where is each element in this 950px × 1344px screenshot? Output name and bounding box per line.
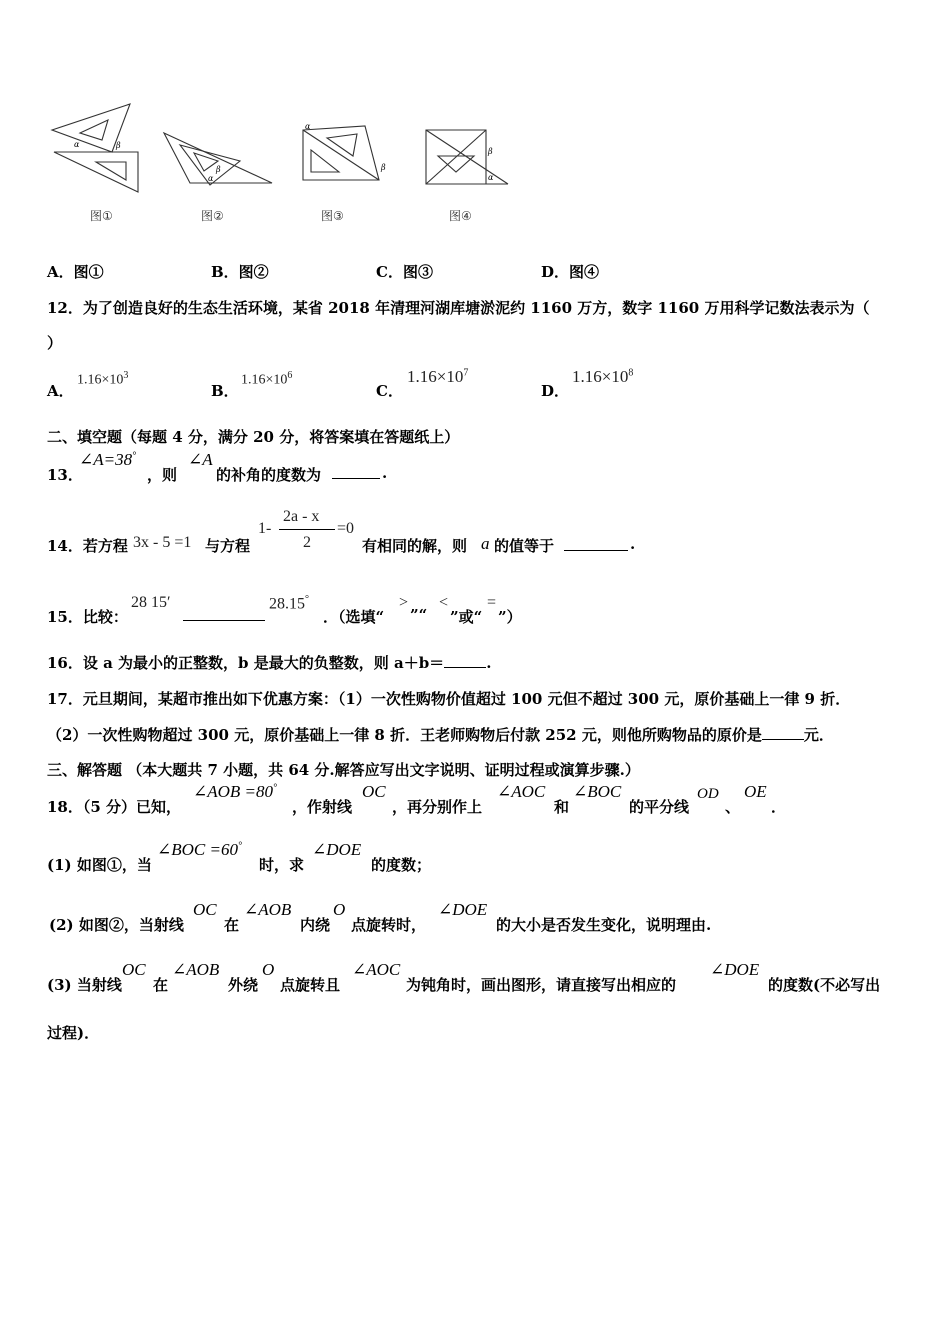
q18-angle-aob: ∠AOB =80° — [193, 782, 278, 801]
q11-option-a[interactable]: A．图① — [47, 263, 104, 281]
fig4-alpha: α — [488, 173, 494, 182]
fig1-beta: β — [116, 141, 121, 150]
q11-option-b[interactable]: B．图② — [211, 263, 269, 281]
q14-variable: a — [481, 534, 490, 553]
q15-prefix: 15．比较： — [47, 608, 128, 626]
q15-sep-1: ”“ — [410, 606, 428, 624]
q14-tail-2: 的值等于 — [494, 537, 555, 555]
q14-answer-blank[interactable] — [564, 536, 628, 551]
q18-p1-a: (1) 如图①，当 — [47, 856, 152, 874]
q13-tail: 的补角的度数为 — [216, 466, 322, 484]
q12-option-b-letter[interactable]: B． — [211, 382, 239, 400]
q17-line-2: （2）一次性购物超过 300 元，原价基础上一律 8 折．王老师购物后付款 252 元，则他所购物品的原价是 — [47, 726, 762, 744]
q14-fraction-bar — [279, 529, 335, 530]
fig3-alpha: α — [305, 122, 311, 131]
q16-end: . — [486, 654, 492, 672]
section-2-title: 二、填空题（每题 4 分，满分 20 分，将答案填在答题纸上） — [47, 428, 460, 446]
q18-p3-g: 过程)． — [47, 1024, 100, 1042]
q13-mid: ，则 — [147, 466, 178, 484]
q14-tail-1: 有相同的解，则 — [362, 537, 468, 555]
q15-left-value: 28 15′ — [131, 594, 171, 611]
q15-op-less: < — [439, 594, 449, 611]
q17-line-2-wrap — [47, 724, 834, 745]
fig3-beta: β — [381, 163, 386, 172]
q18-p1-angle-doe: ∠DOE — [312, 840, 362, 859]
q15-sep-2: ”或“ — [450, 608, 483, 626]
q13-number: 13． — [47, 466, 83, 484]
q13-end: . — [382, 464, 388, 482]
q12-option-a-letter[interactable]: A． — [47, 382, 74, 400]
q18-p3-d: 点旋转且 — [280, 976, 341, 994]
q13-answer-blank[interactable] — [332, 464, 380, 479]
q16-answer-blank[interactable] — [444, 653, 486, 668]
q18-p2-e: 的大小是否发生变化，说明理由. — [496, 916, 712, 934]
q15-tail: ．（选填“ — [323, 608, 385, 626]
fig4-beta: β — [488, 147, 493, 156]
q18-p2-d: 点旋转时， — [351, 916, 427, 934]
q11-option-d[interactable]: D．图④ — [541, 263, 600, 281]
q17-line-1: 17．元旦期间，某超市推出如下优惠方案：（1）一次性购物价值超过 100 元但不超过 300 元，原价基础上一律 9 折． — [47, 690, 851, 708]
fig1-triangle-top-inner — [80, 120, 108, 140]
q18-text-3: 的平分线 — [629, 798, 690, 816]
q14-rhs: =0 — [337, 520, 355, 537]
figure-1-diagram — [46, 100, 146, 195]
q18-ray-od: OD — [697, 786, 719, 802]
q15-close: ”） — [498, 608, 522, 626]
q14-end: . — [630, 535, 636, 553]
q18-p3-e: 为钝角时，画出图形，请直接写出相应的 — [406, 976, 677, 994]
question-16 — [47, 652, 491, 673]
q18-ray-oe: OE — [744, 782, 767, 801]
q15-op-greater: > — [399, 594, 409, 611]
q18-prefix: 18．（5 分）已知， — [47, 798, 182, 816]
fig4-line-b — [426, 130, 486, 184]
q18-p2-ray-oc: OC — [193, 900, 217, 919]
q18-p3-a: (3) 当射线 — [47, 976, 122, 994]
q18-p1-b: 时，求 — [259, 856, 305, 874]
q18-angle-aoc: ∠AOC — [497, 782, 546, 801]
q18-text-2: ，再分别作上 — [392, 798, 483, 816]
q14-lhs: 1- — [258, 520, 272, 537]
q14-equation-1: 3x - 5 =1 — [133, 534, 192, 551]
q18-p2-angle-aob: ∠AOB — [244, 900, 292, 919]
q13-angle: ∠A — [188, 450, 213, 469]
fig1-triangle-bottom — [54, 152, 138, 192]
q18-end: ． — [771, 798, 787, 816]
figure-2-diagram — [160, 125, 275, 190]
fig1-triangle-bottom-inner — [96, 162, 126, 180]
q18-p3-angle-doe: ∠DOE — [710, 960, 760, 979]
fig3-triangle-inner — [311, 150, 339, 172]
q12-option-d-letter[interactable]: D． — [541, 382, 570, 400]
q18-p3-b: 在 — [153, 976, 169, 994]
q12-stem-line2: ） — [47, 334, 63, 352]
q15-op-equal: = — [487, 594, 497, 611]
q12-option-b-value[interactable]: $1.16\times 10^6$ — [241, 370, 293, 388]
q14-prefix: 14．若方程 — [47, 537, 128, 555]
q18-ray-oc: OC — [362, 782, 386, 801]
fig3-triangle-inner2 — [327, 134, 357, 156]
q13-expression: ∠A=38° — [79, 450, 137, 469]
q11-option-c[interactable]: C．图③ — [376, 263, 433, 281]
figure-1-label: 图① — [90, 209, 113, 223]
q18-text-1: ，作射线 — [292, 798, 353, 816]
q18-p2-c: 内绕 — [300, 916, 331, 934]
figure-3-diagram — [297, 120, 392, 185]
q14-mid: 与方程 — [205, 537, 251, 555]
figure-3-label: 图③ — [321, 209, 344, 223]
q14-numerator: 2a - x — [283, 508, 320, 525]
q17-line-2-end: 元． — [803, 726, 834, 744]
fig2-alpha: α — [208, 174, 214, 183]
q18-p2-a: (2) 如图②，当射线 — [49, 916, 184, 934]
figure-2-label: 图② — [201, 209, 224, 223]
figure-4-label: 图④ — [449, 209, 472, 223]
q18-p3-c: 外绕 — [228, 976, 259, 994]
q18-angle-boc: ∠BOC — [573, 782, 622, 801]
q18-p3-ray-oc: OC — [122, 960, 146, 979]
q15-answer-blank[interactable] — [183, 606, 265, 621]
q18-comma: 、 — [725, 798, 741, 816]
fig2-triangle-a — [164, 133, 272, 183]
q12-option-c-value[interactable]: $1.16\times 10^7$ — [407, 367, 469, 386]
q18-p3-angle-aob: ∠AOB — [172, 960, 220, 979]
figure-4-diagram — [420, 124, 515, 189]
q12-option-c-letter[interactable]: C． — [376, 382, 403, 400]
fig1-alpha: α — [74, 140, 80, 149]
fig2-beta: β — [216, 165, 221, 174]
q18-p3-point-o: O — [262, 960, 275, 979]
q18-p3-f: 的度数(不必写出 — [768, 976, 881, 994]
q14-denominator: 2 — [303, 534, 311, 551]
q18-p1-c: 的度数； — [371, 856, 432, 874]
q18-p2-angle-doe: ∠DOE — [438, 900, 488, 919]
q18-p2-point-o: O — [333, 900, 346, 919]
q18-p2-b: 在 — [224, 916, 240, 934]
q17-answer-blank[interactable] — [762, 725, 804, 740]
q12-option-a-value[interactable]: $1.16\times 10^3$ — [77, 370, 129, 388]
q15-right-value: 28.15° — [269, 594, 309, 613]
q18-and: 和 — [554, 798, 570, 816]
q18-p3-angle-aoc: ∠AOC — [352, 960, 401, 979]
section-3-title: 三、解答题 （本大题共 7 小题，共 64 分.解答应写出文字说明、证明过程或演算步骤.） — [47, 761, 640, 779]
q12-option-d-value[interactable]: $1.16\times 10^8$ — [572, 367, 634, 386]
q18-p1-angle-boc: ∠BOC =60° — [157, 840, 242, 859]
q12-stem-line1: 12．为了创造良好的生态生活环境，某省 2018 年清理河湖库塘淤泥约 1160 万方，数字 1160 万用科学记数法表示为（ — [47, 299, 870, 317]
q16-text: 16．设 a 为最小的正整数，b 是最大的负整数，则 a＋b＝ — [47, 654, 445, 672]
